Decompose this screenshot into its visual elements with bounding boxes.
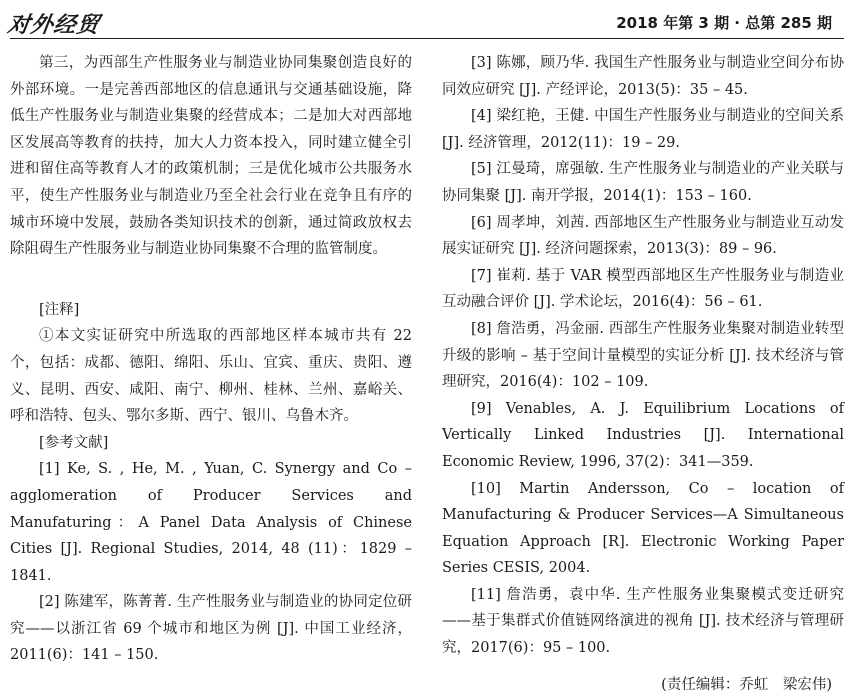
reference-item: [6] 周孝坤，刘茜. 西部地区生产性服务业与制造业互动发展实证研究 [J]. 经济问题探索，2013(3)：89 – 96.: [442, 214, 844, 258]
reference-item: [1] Ke, S. , He, M. , Yuan, C. Synergy and Co – agglomeration of Producer Services and Manufaturing：A Panel Data Analysis of Chinese Cities [J]. Regional Studies, 2014, 48 (11)：1829 – 1841.: [10, 461, 412, 584]
reference-item: [3] 陈娜，顾乃华. 我国生产性服务业与制造业空间分布协同效应研究 [J]. 产经评论，2013(5)：35 – 45.: [442, 55, 844, 98]
reference-item: [9] Venables, A. J. Equilibrium Locations of Vertically Linked Industries [J]. International Economic Review, 1996, 37(2)：341—359.: [442, 400, 844, 470]
reference-item: [10] Martin Andersson, Co – location of Manufacturing & Producer Services—A Simultaneous Equation Approach [R]. Electronic Working Paper Series CESIS, 2004.: [442, 480, 844, 577]
issue-info: 2018 年第 3 期 · 总第 285 期: [616, 14, 832, 32]
left-column: [10, 50, 412, 669]
journal-logo: 对外经贸: [5, 13, 102, 38]
notes-heading: [注释]: [39, 301, 80, 318]
editor-credit: (责任编辑：乔虹 梁宏伟): [661, 677, 832, 693]
note-item: ①本文实证研究中所选取的西部地区样本城市共有 22 个，包括：成都、德阳、绵阳、乐山、宜宾、重庆、贵阳、遵义、昆明、西安、咸阳、南宁、柳州、桂林、兰州、嘉峪关、呼和浩特、包头、鄂尔多斯、西宁、银川、乌鲁木齐。: [10, 328, 412, 425]
body-paragraph: 第三，为西部生产性服务业与制造业协同集聚创造良好的外部环境。一是完善西部地区的信息通讯与交通基础设施，降低生产性服务业与制造业集聚的经营成本；二是加大对西部地区发展高等教育的扶持，加大人力资本投入，同时建立健全引进和留住高等教育人才的政策机制；三是优化城市公共服务水平，使生产性服务业与制造业乃至全社会行业在竞争且有序的城市环境中发展，鼓励各类知识技术的创新，通过简政放权去除阻碍生产性服务业与制造业协同集聚不合理的监管制度。: [10, 55, 412, 258]
references-heading: [参考文献]: [39, 434, 109, 451]
page-header: [0, 0, 854, 44]
section-gap: [10, 263, 412, 297]
header-rule: [10, 38, 844, 39]
right-column: [442, 50, 844, 662]
reference-item: [11] 詹浩勇，袁中华. 生产性服务业集聚模式变迁研究——基于集群式价值链网络演进的视角 [J]. 技术经济与管理研究，2017(6)：95 – 100.: [442, 586, 844, 657]
reference-item: [7] 崔莉. 基于 VAR 模型西部地区生产性服务业与制造业互动融合评价 [J]. 学术论坛，2016(4)：56 – 61.: [442, 267, 844, 311]
reference-item: [8] 詹浩勇，冯金丽. 西部生产性服务业集聚对制造业转型升级的影响 – 基于空间计量模型的实证分析 [J]. 技术经济与管理研究，2016(4)：102 – 109.: [442, 320, 844, 391]
reference-item: [2] 陈建军，陈菁菁. 生产性服务业与制造业的协同定位研究——以浙江省 69 个城市和地区为例 [J]. 中国工业经济，2011(6)：141 – 150.: [10, 594, 412, 664]
reference-item: [5] 江曼琦，席强敏. 生产性服务业与制造业的产业关联与协同集聚 [J]. 南开学报，2014(1)：153 – 160.: [442, 161, 844, 204]
reference-item: [4] 梁红艳，王健. 中国生产性服务业与制造业的空间关系 [J]. 经济管理，2012(11)：19 – 29.: [442, 108, 844, 151]
